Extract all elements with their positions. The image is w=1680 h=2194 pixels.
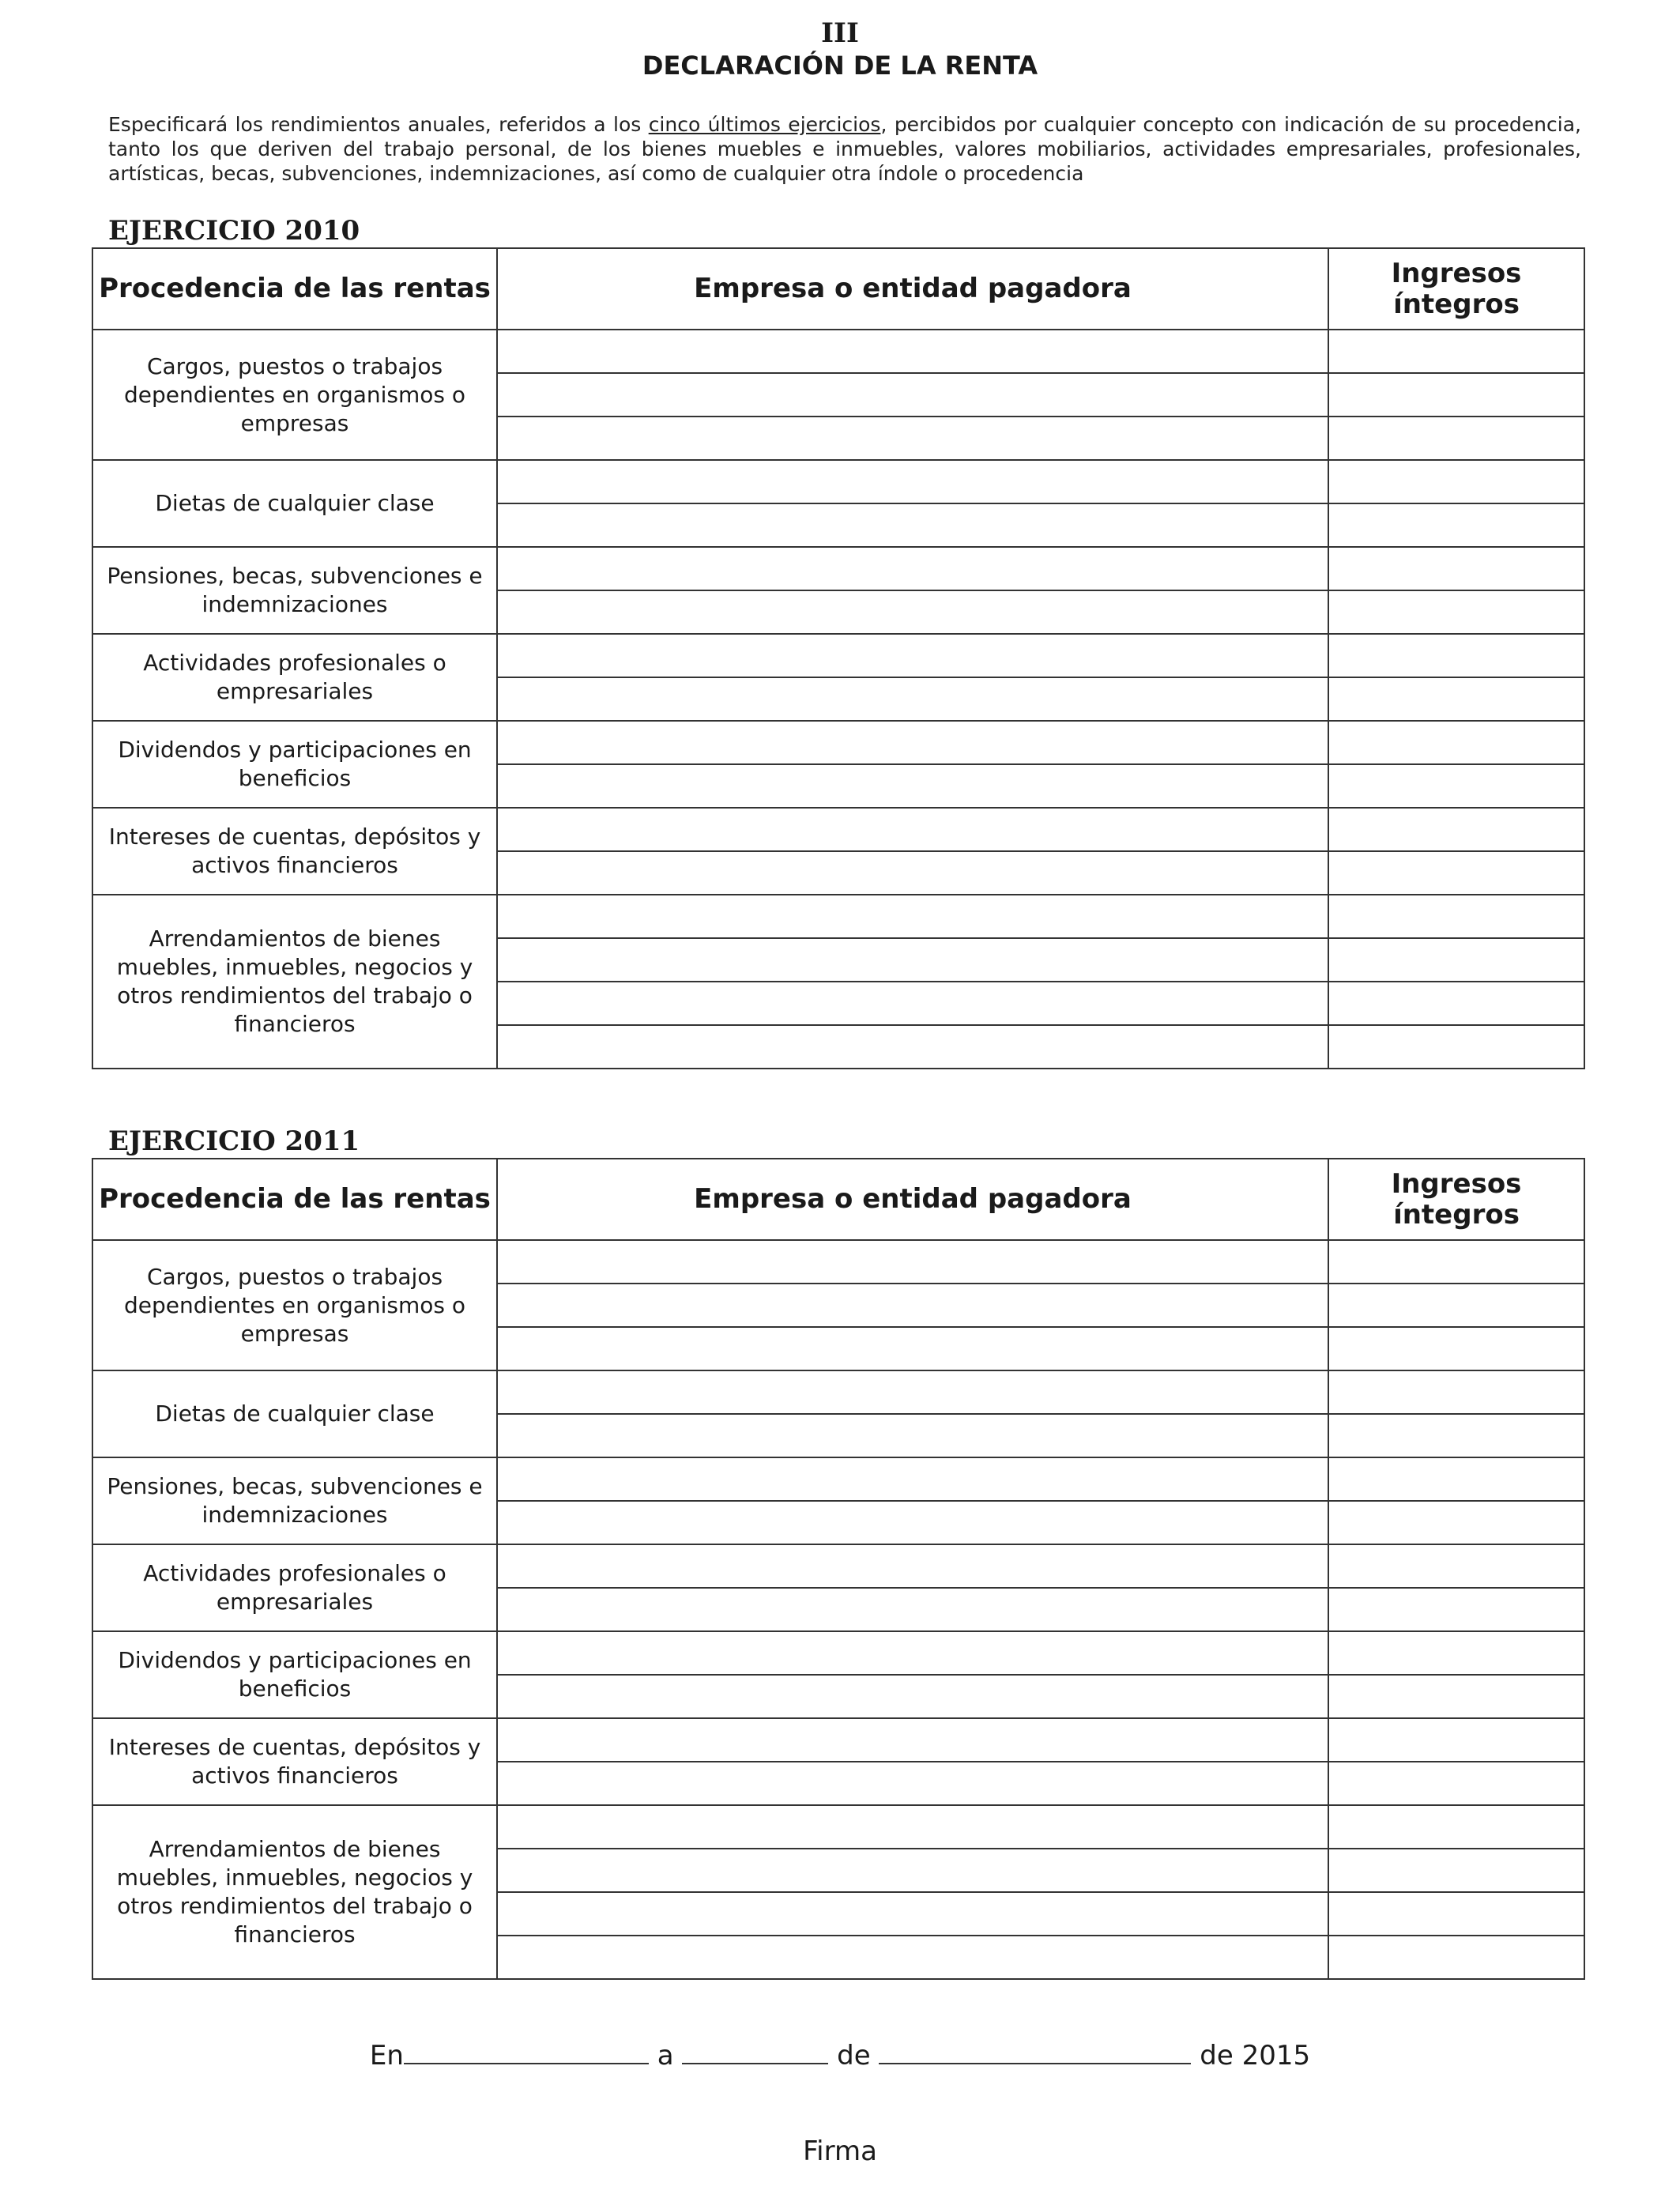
category-label: Dietas de cualquier clase <box>92 1370 497 1457</box>
category-label: Pensiones, becas, subvenciones e indemnizaciones <box>92 547 497 634</box>
signature-label: Firma <box>803 2136 877 2167</box>
empresa-input-cell[interactable] <box>497 1849 1328 1892</box>
column-header-ingresos: Ingresos íntegros <box>1328 1159 1584 1240</box>
table-row <box>92 330 1584 373</box>
empresa-input-cell[interactable] <box>497 1457 1328 1501</box>
empresa-input-cell[interactable] <box>497 677 1328 721</box>
empresa-input-cell[interactable] <box>497 895 1328 938</box>
ingresos-input-cell[interactable] <box>1328 547 1584 590</box>
table-row <box>92 721 1584 764</box>
category-label: Actividades profesionales o empresariales <box>92 1544 497 1631</box>
empresa-input-cell[interactable] <box>497 1544 1328 1588</box>
empresa-input-cell[interactable] <box>497 1805 1328 1849</box>
empresa-input-cell[interactable] <box>497 721 1328 764</box>
section-title-2010: EJERCICIO 2010 <box>108 215 360 247</box>
column-header-procedencia: Procedencia de las rentas <box>92 1159 497 1240</box>
month-blank[interactable] <box>879 2039 1191 2064</box>
empresa-input-cell[interactable] <box>497 590 1328 634</box>
empresa-input-cell[interactable] <box>497 634 1328 677</box>
empresa-input-cell[interactable] <box>497 1240 1328 1284</box>
empresa-input-cell[interactable] <box>497 547 1328 590</box>
category-label: Dietas de cualquier clase <box>92 460 497 547</box>
ingresos-input-cell[interactable] <box>1328 1457 1584 1501</box>
empresa-input-cell[interactable] <box>497 1284 1328 1327</box>
instructions-text-start: Especificará los rendimientos anuales, referidos a los <box>108 113 649 136</box>
place-date-line <box>0 2039 1680 2071</box>
empresa-input-cell[interactable] <box>497 503 1328 547</box>
ingresos-input-cell[interactable] <box>1328 1501 1584 1544</box>
empresa-input-cell[interactable] <box>497 330 1328 373</box>
ingresos-input-cell[interactable] <box>1328 677 1584 721</box>
ingresos-input-cell[interactable] <box>1328 1240 1584 1284</box>
column-header-empresa: Empresa o entidad pagadora <box>497 248 1328 330</box>
empresa-input-cell[interactable] <box>497 1892 1328 1936</box>
table-header-row <box>92 248 1584 330</box>
ingresos-input-cell[interactable] <box>1328 1544 1584 1588</box>
page-title: DECLARACIÓN DE LA RENTA <box>642 51 1038 81</box>
ingresos-input-cell[interactable] <box>1328 590 1584 634</box>
a-label: a <box>657 2040 674 2071</box>
empresa-input-cell[interactable] <box>497 1025 1328 1069</box>
category-label: Dividendos y participaciones en beneficios <box>92 721 497 808</box>
ingresos-input-cell[interactable] <box>1328 721 1584 764</box>
table-row <box>92 808 1584 851</box>
category-label: Intereses de cuentas, depósitos y activos financieros <box>92 1718 497 1805</box>
ingresos-input-cell[interactable] <box>1328 503 1584 547</box>
column-header-ingresos: Ingresos íntegros <box>1328 248 1584 330</box>
table-row <box>92 1805 1584 1849</box>
ingresos-input-cell[interactable] <box>1328 1762 1584 1805</box>
empresa-input-cell[interactable] <box>497 460 1328 503</box>
place-blank[interactable] <box>404 2039 649 2064</box>
empresa-input-cell[interactable] <box>497 1327 1328 1370</box>
ingresos-input-cell[interactable] <box>1328 373 1584 417</box>
instructions-text-end: , percibidos por cualquier concepto con indicación de su procedencia, tanto los que deriven del trabajo personal, de los bienes muebles e inmuebles, valores mobiliarios, actividades empresariales, profesionales, artísticas, becas, subvenciones, indemnizaciones, así como de cualquier otra índole o procedencia <box>108 113 1581 185</box>
category-label: Intereses de cuentas, depósitos y activos financieros <box>92 808 497 895</box>
table-row <box>92 1370 1584 1414</box>
table-row <box>92 1718 1584 1762</box>
column-header-empresa: Empresa o entidad pagadora <box>497 1159 1328 1240</box>
category-label: Cargos, puestos o trabajos dependientes en organismos o empresas <box>92 1240 497 1370</box>
ingresos-input-cell[interactable] <box>1328 634 1584 677</box>
category-label: Arrendamientos de bienes muebles, inmuebles, negocios y otros rendimientos del trabajo o financieros <box>92 895 497 1069</box>
empresa-input-cell[interactable] <box>497 373 1328 417</box>
empresa-input-cell[interactable] <box>497 1501 1328 1544</box>
table-row <box>92 1457 1584 1501</box>
ingresos-input-cell[interactable] <box>1328 1849 1584 1892</box>
table-row <box>92 634 1584 677</box>
empresa-input-cell[interactable] <box>497 764 1328 808</box>
empresa-input-cell[interactable] <box>497 1631 1328 1675</box>
ingresos-input-cell[interactable] <box>1328 1588 1584 1631</box>
table-row <box>92 460 1584 503</box>
empresa-input-cell[interactable] <box>497 1936 1328 1979</box>
table-row <box>92 1544 1584 1588</box>
ingresos-input-cell[interactable] <box>1328 1025 1584 1069</box>
empresa-input-cell[interactable] <box>497 938 1328 982</box>
category-label: Cargos, puestos o trabajos dependientes en organismos o empresas <box>92 330 497 460</box>
table-row <box>92 1631 1584 1675</box>
table-row <box>92 895 1584 938</box>
ingresos-input-cell[interactable] <box>1328 1675 1584 1718</box>
empresa-input-cell[interactable] <box>497 1414 1328 1457</box>
ingresos-input-cell[interactable] <box>1328 1414 1584 1457</box>
empresa-input-cell[interactable] <box>497 1718 1328 1762</box>
ingresos-input-cell[interactable] <box>1328 1631 1584 1675</box>
category-label: Arrendamientos de bienes muebles, inmuebles, negocios y otros rendimientos del trabajo o financieros <box>92 1805 497 1979</box>
table-header-row <box>92 1159 1584 1240</box>
category-label: Actividades profesionales o empresariales <box>92 634 497 721</box>
column-header-procedencia: Procedencia de las rentas <box>92 248 497 330</box>
de-label: de <box>837 2040 871 2071</box>
ingresos-input-cell[interactable] <box>1328 460 1584 503</box>
empresa-input-cell[interactable] <box>497 417 1328 460</box>
ingresos-input-cell[interactable] <box>1328 851 1584 895</box>
table-row <box>92 547 1584 590</box>
ingresos-input-cell[interactable] <box>1328 1327 1584 1370</box>
category-label: Pensiones, becas, subvenciones e indemnizaciones <box>92 1457 497 1544</box>
en-label: En <box>369 2040 404 2071</box>
ingresos-input-cell[interactable] <box>1328 1284 1584 1327</box>
ingresos-input-cell[interactable] <box>1328 764 1584 808</box>
ingresos-input-cell[interactable] <box>1328 417 1584 460</box>
ingresos-input-cell[interactable] <box>1328 1892 1584 1936</box>
empresa-input-cell[interactable] <box>497 1675 1328 1718</box>
section-number: III <box>821 17 859 49</box>
ingresos-input-cell[interactable] <box>1328 895 1584 938</box>
ingresos-input-cell[interactable] <box>1328 1718 1584 1762</box>
ingresos-input-cell[interactable] <box>1328 938 1584 982</box>
ingresos-input-cell[interactable] <box>1328 330 1584 373</box>
empresa-input-cell[interactable] <box>497 1370 1328 1414</box>
year-label: de 2015 <box>1200 2040 1311 2071</box>
empresa-input-cell[interactable] <box>497 982 1328 1025</box>
ingresos-input-cell[interactable] <box>1328 1370 1584 1414</box>
income-table-2011 <box>92 1158 1585 1980</box>
income-table-2010 <box>92 247 1585 1069</box>
instructions-underlined: cinco últimos ejercicios <box>648 113 881 136</box>
ingresos-input-cell[interactable] <box>1328 808 1584 851</box>
empresa-input-cell[interactable] <box>497 808 1328 851</box>
ingresos-input-cell[interactable] <box>1328 1805 1584 1849</box>
table-row <box>92 1240 1584 1284</box>
empresa-input-cell[interactable] <box>497 1762 1328 1805</box>
ingresos-input-cell[interactable] <box>1328 1936 1584 1979</box>
category-label: Dividendos y participaciones en beneficios <box>92 1631 497 1718</box>
instructions-paragraph <box>108 112 1581 186</box>
section-title-2011: EJERCICIO 2011 <box>108 1125 360 1157</box>
empresa-input-cell[interactable] <box>497 1588 1328 1631</box>
ingresos-input-cell[interactable] <box>1328 982 1584 1025</box>
day-blank[interactable] <box>682 2039 828 2064</box>
empresa-input-cell[interactable] <box>497 851 1328 895</box>
